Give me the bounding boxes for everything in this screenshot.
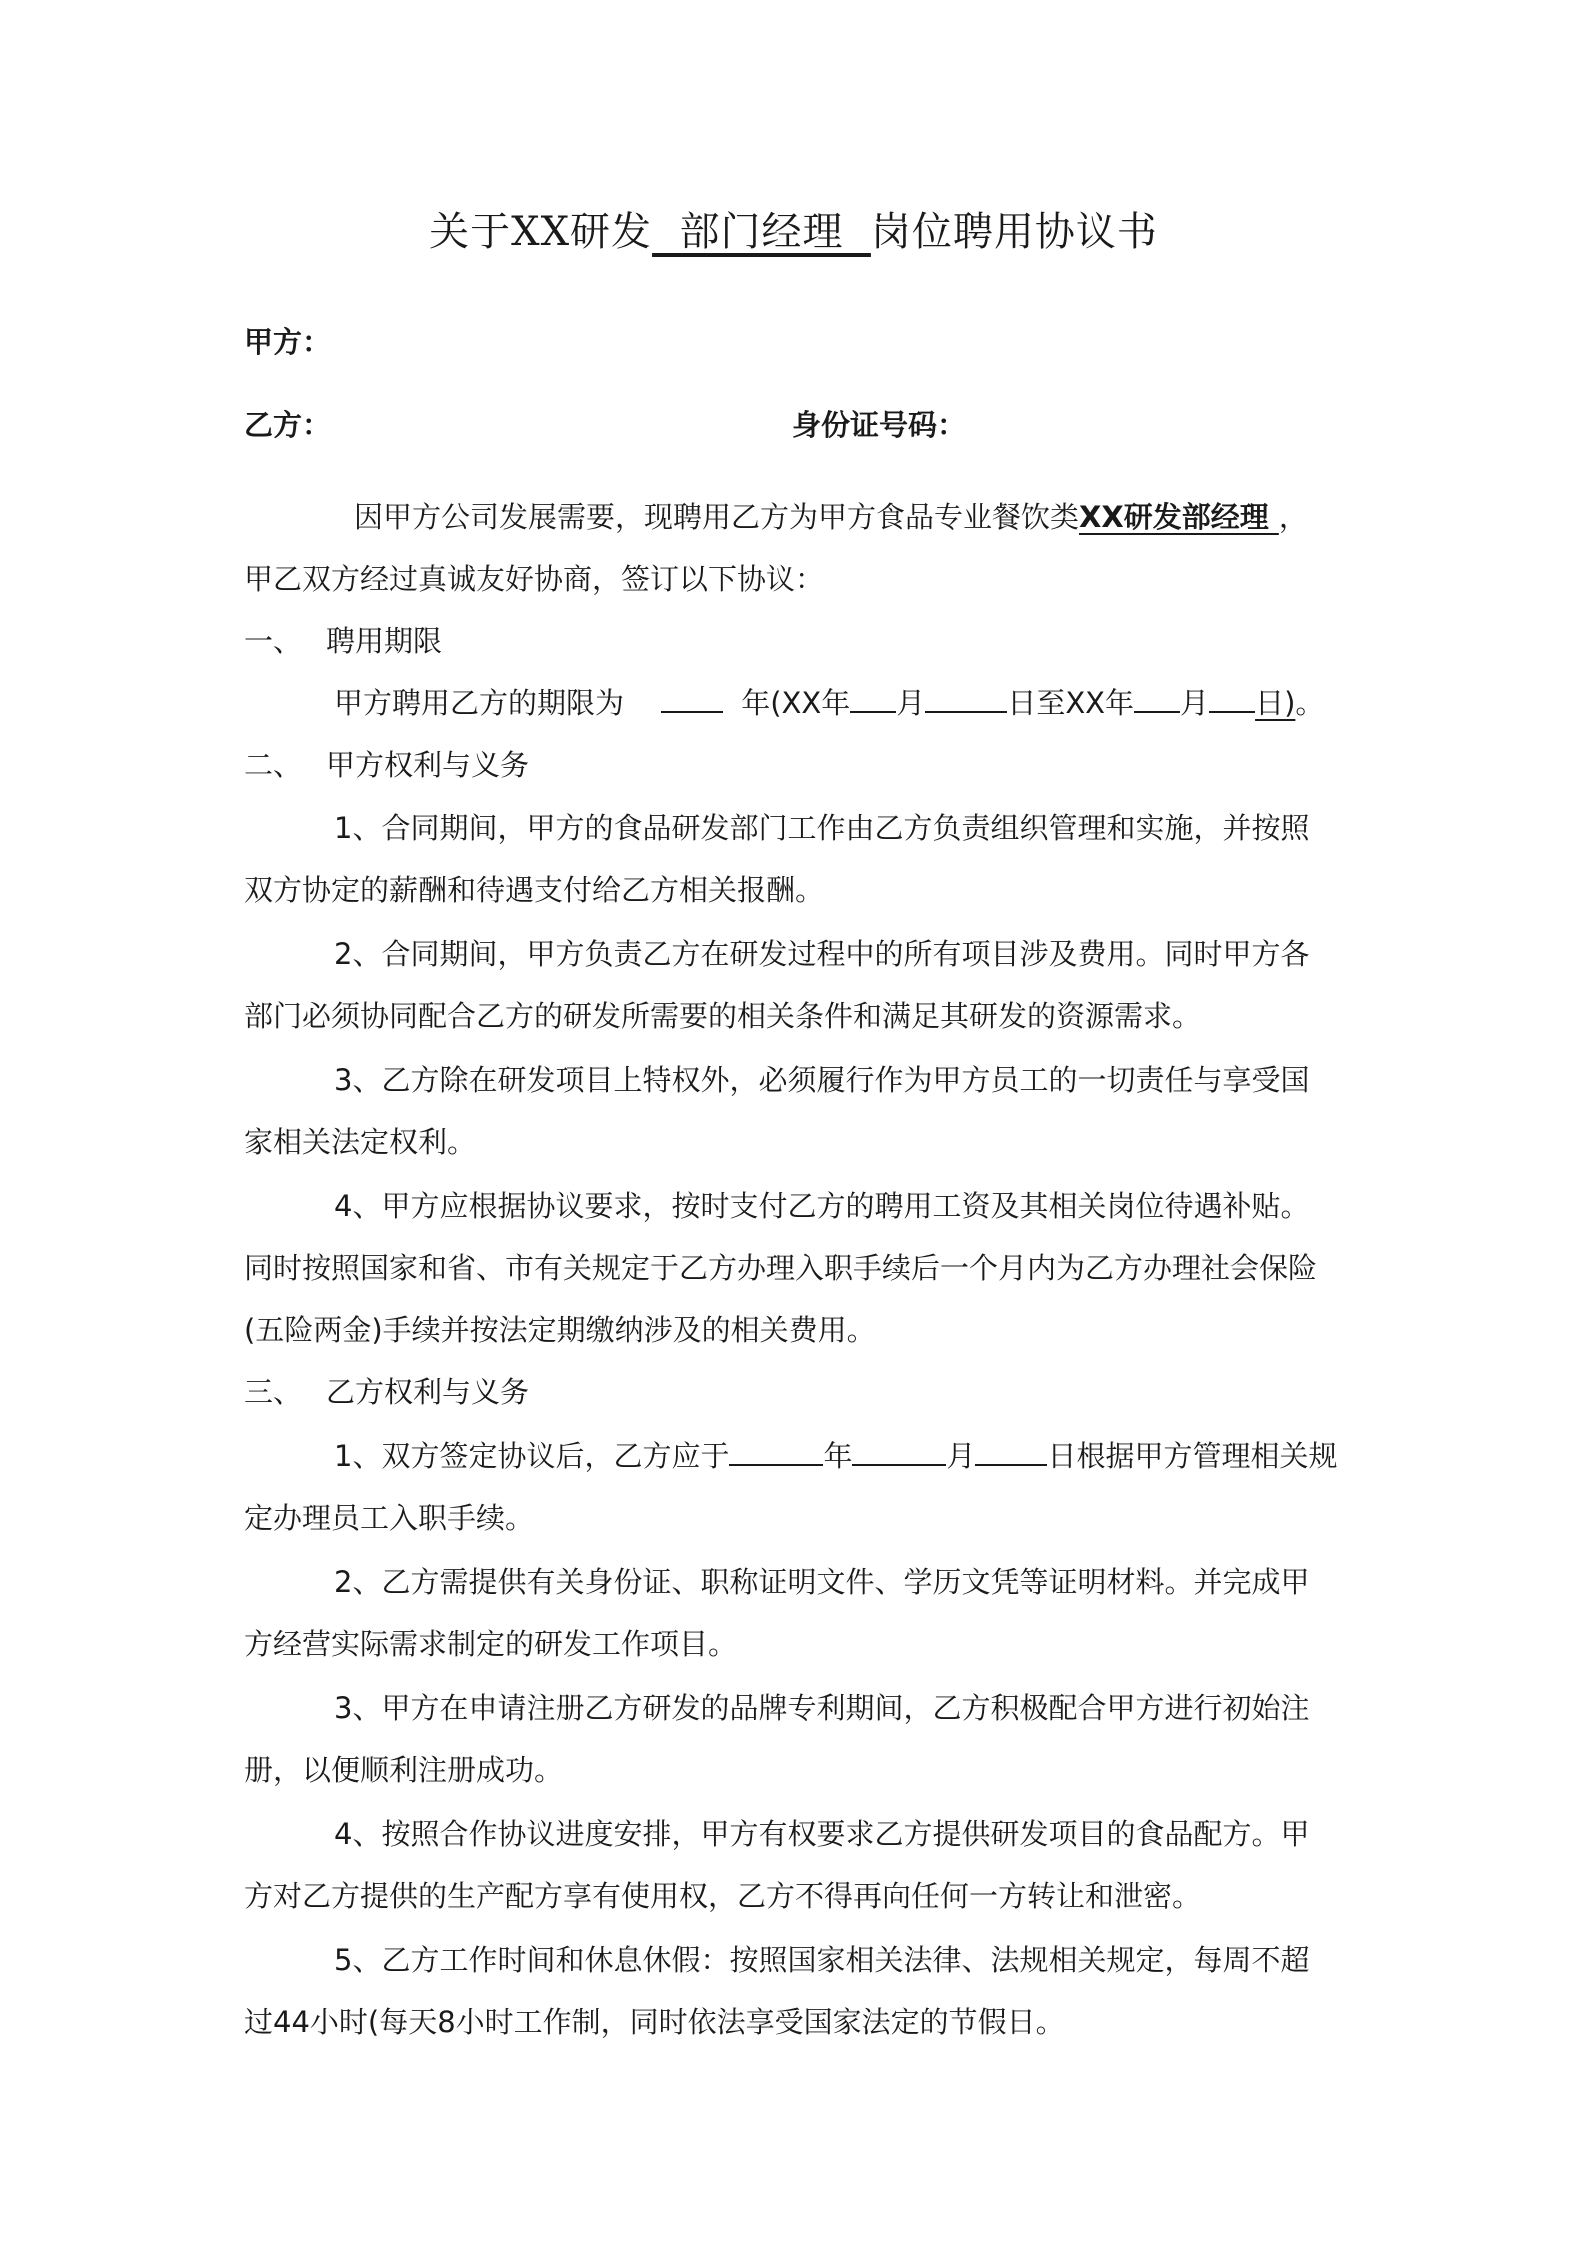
section-3-number: 三、 [244, 1375, 303, 1409]
id-number-label: 身份证号码： [792, 408, 967, 442]
sec2-item4-line3: (五险两金)手续并按法定期缴纳涉及的相关费用。 [244, 1313, 876, 1347]
sec3-item1-text-b: 年 [823, 1439, 853, 1473]
term-end-month-blank[interactable] [1134, 685, 1180, 713]
sec3-item1-text-a: 1、双方签定协议后，乙方应于 [334, 1439, 730, 1473]
sec3-item3-line2: 册，以便顺利注册成功。 [244, 1753, 564, 1787]
sec3-item1-line1 [334, 1436, 1424, 1476]
sec2-item4-line1: 4、甲方应根据协议要求，按时支付乙方的聘用工资及其相关岗位待遇补贴。 [334, 1189, 1310, 1223]
sec2-item2-line1: 2、合同期间，甲方负责乙方在研发过程中的所有项目涉及费用。同时甲方各 [334, 937, 1310, 971]
section-1-heading [244, 621, 1414, 661]
intro-comma: ， [1278, 500, 1308, 534]
sec3-item3-line1: 3、甲方在申请注册乙方研发的品牌专利期间，乙方积极配合甲方进行初始注 [334, 1691, 1310, 1725]
sec3-item2-line2: 方经营实际需求制定的研发工作项目。 [244, 1627, 738, 1661]
title-suffix: 岗位聘用协议书 [870, 209, 1158, 255]
document-title [0, 200, 1587, 257]
section-3-heading [244, 1372, 1414, 1412]
sec2-item1-line1: 1、合同期间，甲方的食品研发部门工作由乙方负责组织管理和实施，并按照 [334, 811, 1310, 845]
section-1-number: 一、 [244, 624, 303, 658]
sec2-item2-line2: 部门必须协同配合乙方的研发所需要的相关条件和满足其研发的资源需求。 [244, 999, 1202, 1033]
term-text-f: 日) [1255, 686, 1296, 720]
intro-text: 因甲方公司发展需要，现聘用乙方为甲方食品专业餐饮类 [354, 500, 1080, 534]
sec3-item5-line2: 过44小时(每天8小时工作制，同时依法享受国家法定的节假日。 [244, 2005, 1065, 2039]
sec3-item1-line2: 定办理员工入职手续。 [244, 1501, 535, 1535]
intro-line-1 [354, 497, 1524, 537]
term-text-b: 年(XX年 [741, 686, 851, 720]
sec2-item1-line2: 双方协定的薪酬和待遇支付给乙方相关报酬。 [244, 873, 825, 907]
term-years-blank[interactable] [661, 685, 723, 713]
sec3-item4-line2: 方对乙方提供的生产配方享有使用权，乙方不得再向任何一方转让和泄密。 [244, 1879, 1202, 1913]
start-year-blank[interactable] [729, 1438, 823, 1466]
sec2-item3-line1: 3、乙方除在研发项目上特权外，必须履行作为甲方员工的一切责任与享受国 [334, 1063, 1310, 1097]
sec3-item5-line1: 5、乙方工作时间和休息休假：按照国家相关法律、法规相关规定，每周不超 [334, 1943, 1310, 1977]
start-month-blank[interactable] [852, 1438, 946, 1466]
term-start-month-blank[interactable] [850, 685, 896, 713]
intro-position: XX研发部经理 [1079, 500, 1279, 534]
sec2-item3-line2: 家相关法定权利。 [244, 1125, 477, 1159]
section-2-number: 二、 [244, 748, 303, 782]
term-text-e: 月 [1180, 686, 1210, 720]
term-text-d: 日至XX年 [1007, 686, 1135, 720]
party-b-row [244, 405, 1414, 445]
term-text-c: 月 [896, 686, 926, 720]
section-2-heading [244, 745, 1414, 785]
title-prefix: 关于XX研发 [429, 209, 653, 255]
section-2-title: 甲方权利与义务 [326, 748, 530, 782]
party-a-label: 甲方： [244, 325, 332, 359]
sec3-item2-line1: 2、乙方需提供有关身份证、职称证明文件、学历文凭等证明材料。并完成甲 [334, 1565, 1310, 1599]
sec3-item4-line1: 4、按照合作协议进度安排，甲方有权要求乙方提供研发项目的食品配方。甲 [334, 1817, 1310, 1851]
term-line [334, 683, 1504, 723]
start-day-blank[interactable] [975, 1438, 1047, 1466]
section-1-title: 聘用期限 [326, 624, 443, 658]
term-end-day-blank[interactable] [1209, 685, 1255, 713]
term-text-a: 甲方聘用乙方的期限为 [334, 686, 625, 720]
term-text-g: 。 [1295, 686, 1325, 720]
party-b-label: 乙方： [244, 408, 332, 442]
section-3-title: 乙方权利与义务 [326, 1375, 530, 1409]
sec3-item1-text-c: 月 [946, 1439, 976, 1473]
intro-line-2: 甲乙双方经过真诚友好协商，签订以下协议： [244, 562, 825, 596]
title-position: 部门经理 [652, 209, 871, 255]
sec3-item1-text-d: 日根据甲方管理相关规 [1047, 1439, 1338, 1473]
term-start-day-blank[interactable] [925, 685, 1007, 713]
sec2-item4-line2: 同时按照国家和省、市有关规定于乙方办理入职手续后一个月内为乙方办理社会保险 [244, 1251, 1318, 1285]
